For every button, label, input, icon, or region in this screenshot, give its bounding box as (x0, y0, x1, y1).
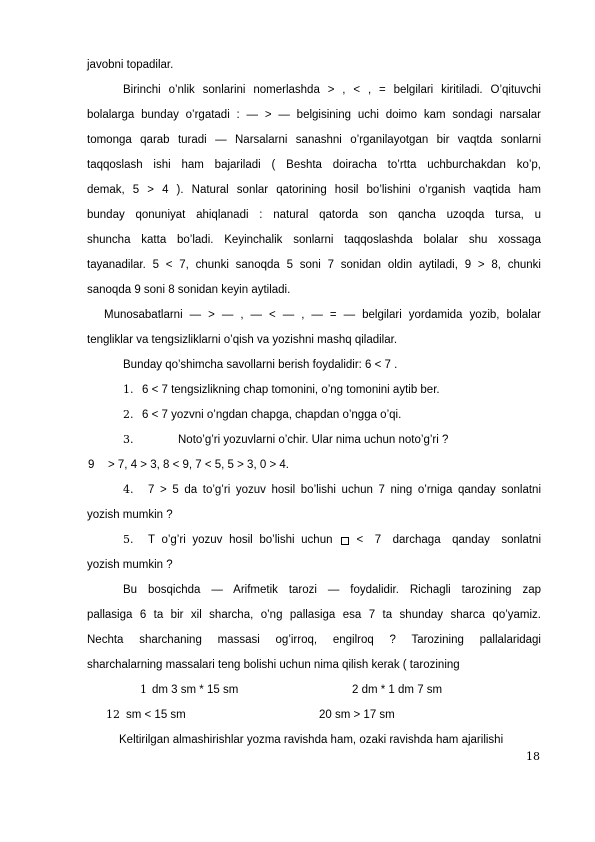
list-item-4-continuation: yozish mumkin ? (87, 509, 173, 521)
page-number: 18 (526, 750, 540, 763)
measure-row-2-left: sm < 15 sm (126, 709, 186, 721)
list-item-1-number: 1. (123, 383, 134, 396)
paragraph-4-line-1: Bu bosqichda — Arifmetik tarozi — foydalidir. Richagli tarozining zap (123, 584, 541, 596)
paragraph-1-line-9: sanoqda 9 soni 8 sonidan keyin aytiladi. (87, 284, 291, 296)
paragraph-2-line-2: tengliklar va tengsizliklarni o’qish va yozishni mashq qiladilar. (87, 334, 398, 346)
paragraph-1-line-4: taqqoslash ishi ham bajariladi ( Beshta doiracha to’rtta uchburchakdan ko’p, (87, 159, 541, 171)
paragraph-3: Bunday qo’shimcha savollarni berish foydalidir: 6 < 7 . (123, 359, 398, 371)
paragraph-1-line-5: demak, 5 > 4 ). Natural sonlar qatorining hosil bo’lishini o’rganish vaqtida ham (87, 184, 541, 196)
paragraph-4-line-2: pallasiga 6 ta bir xil sharcha, o’ng pallasiga esa 7 ta shunday sharca qo’yamiz. (87, 609, 541, 621)
intro-tail: javobni topadilar. (87, 59, 174, 71)
paragraph-4-line-4: sharchalarning massalari teng bolishi uchun nima qilish kerak ( tarozining (87, 659, 460, 671)
paragraph-1-line-8: tayanadilar. 5 < 7, chunki sanoqda 5 soni 7 sonidan oldin aytiladi, 9 > 8, chunki (87, 259, 541, 271)
list-item-5-text-after: < 7 darchaga qanday sonlatni (356, 534, 541, 546)
list-item-4-number: 4. (123, 483, 134, 496)
paragraph-5: Keltirilgan almashirishlar yozma ravishda ham, ozaki ravishda ham ajarilishi (119, 734, 504, 746)
list-item-3-text: Noto’g’ri yozuvlarni o’chir. Ular nima uchun noto’g’ri ? (178, 434, 449, 446)
list-item-2-text: 6 < 7 yozvni o’ngdan chapga, chapdan o’ngga o’qi. (142, 409, 402, 421)
list-item-5-number: 5. (123, 533, 134, 546)
list-item-3-number: 3. (123, 433, 134, 446)
measure-row-1-right: 2 dm * 1 dm 7 sm (352, 684, 443, 696)
examples-line: > 7, 4 > 3, 8 < 9, 7 < 5, 5 > 3, 0 > 4. (108, 459, 289, 471)
measure-row-2-right: 20 sm > 17 sm (319, 709, 395, 721)
list-item-5-continuation: yozish mumkin ? (87, 559, 173, 571)
examples-number: 9 (88, 459, 95, 471)
paragraph-1-line-1: Birinchi o’nlik sonlarini nomerlashda > , < , = belgilari kiritiladi. O’qituvchi (123, 84, 541, 96)
list-item-5-text-before: T o’g’ri yozuv hosil bo’lishi uchun (148, 534, 333, 546)
paragraph-1-line-3: tomonga qarab turadi — Narsalarni sanashni o’rganilayotgan bir vaqtda sonlarni (87, 134, 541, 146)
paragraph-4-line-3: Nechta sharchaning massasi og’irroq, engilroq ? Tarozining pallalaridagi (87, 634, 541, 646)
measure-row-1-left: dm 3 sm * 15 sm (152, 684, 239, 696)
paragraph-2-line-1: Munosabatlarni — > — , — < — , — = — belgilari yordamida yozib, bolalar (104, 309, 541, 321)
paragraph-1-line-7: shuncha katta bo’ladi. Keyinchalik sonlarni taqqoslashda bolalar shu xossaga (87, 234, 541, 246)
list-item-1-text: 6 < 7 tengsizlikning chap tomonini, o’ng tomonini aytib ber. (142, 384, 440, 396)
list-item-4-text: 7 > 5 da to’g’ri yozuv hosil bo’lishi uchun 7 ning o’rniga qanday sonlatni (148, 484, 541, 496)
measure-row-1-number: 1 (140, 683, 147, 696)
paragraph-1-line-2: bolalarga bunday o’rgatadi : — > — belgisining uchi doimo kam sondagi narsalar (87, 109, 541, 121)
list-item-2-number: 2. (123, 408, 134, 421)
paragraph-1-line-6: bunday qonuniyat ahiqlanadi : natural qatorda son qancha uzoqda tursa, u (87, 209, 541, 221)
measure-row-2-number: 12 (106, 708, 120, 721)
blank-box-icon (341, 537, 349, 545)
list-item-5-text (148, 532, 541, 548)
